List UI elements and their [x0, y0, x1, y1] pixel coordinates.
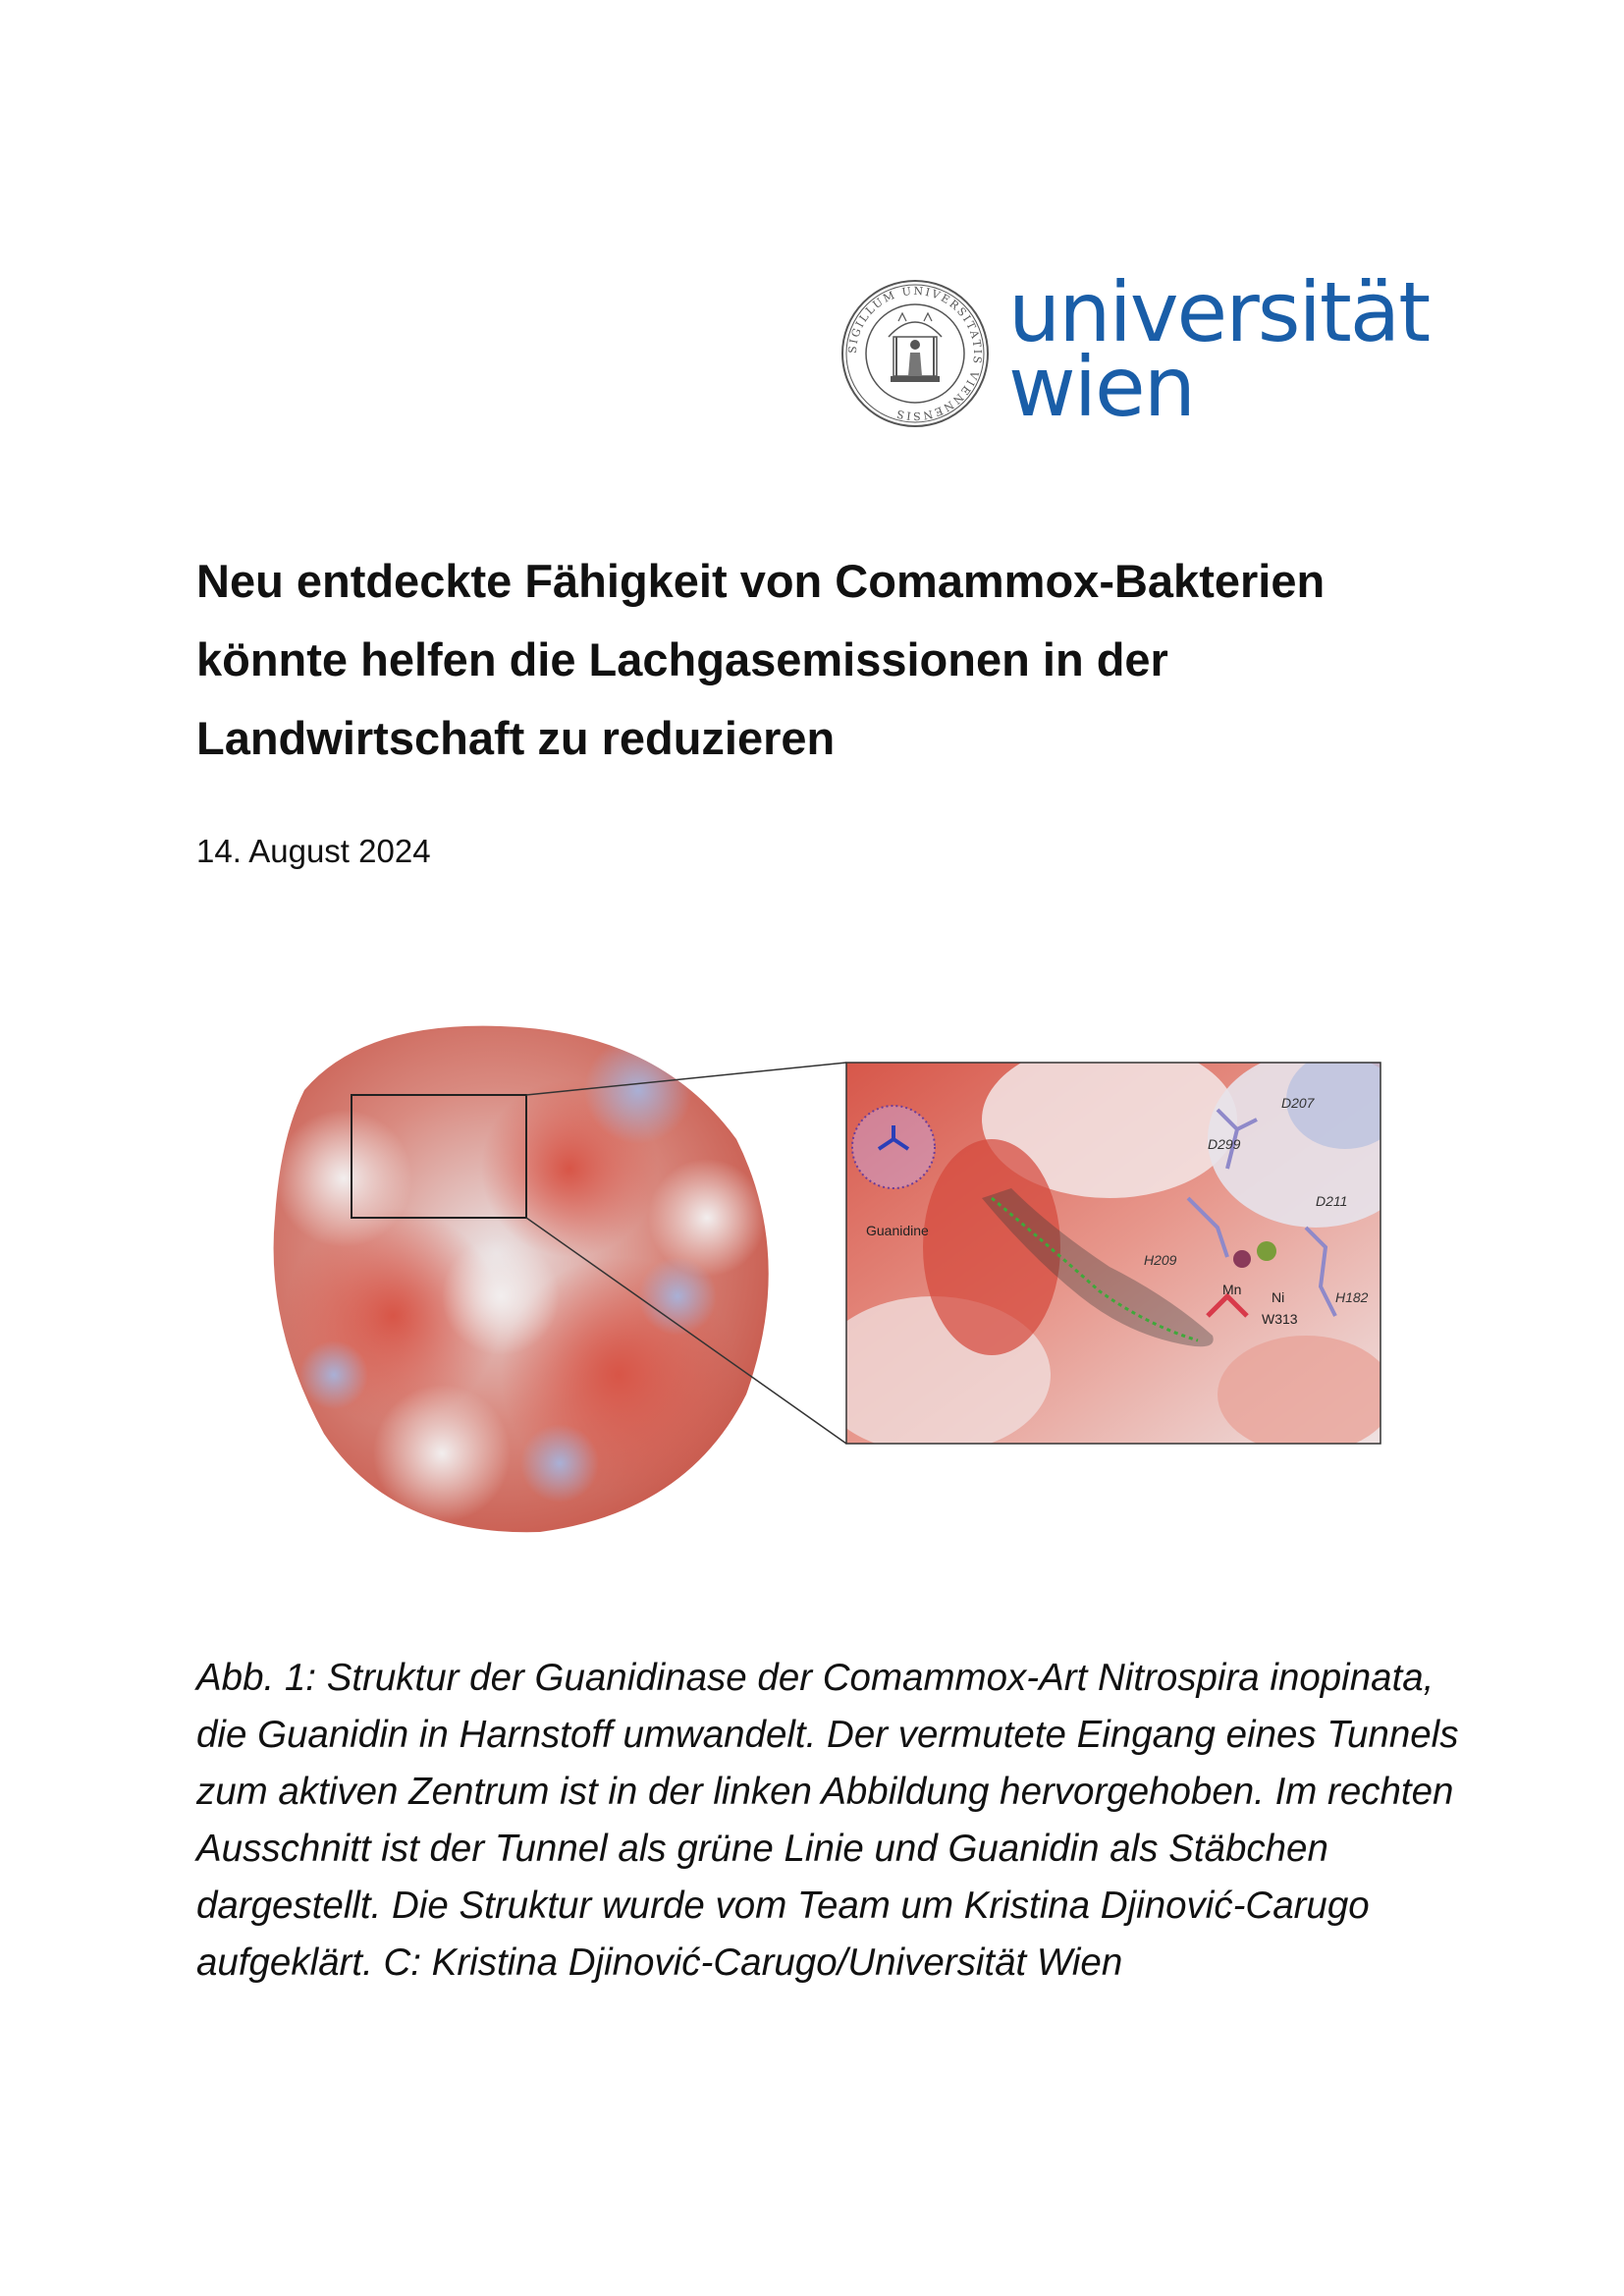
protein-structure-figure: [245, 1002, 1394, 1571]
publication-date: 14. August 2024: [196, 833, 431, 869]
protein-surface-overview: [274, 1026, 769, 1533]
university-seal-icon: [839, 278, 991, 429]
wordmark-line-1: universität: [1008, 264, 1430, 360]
label-d207: D207: [1281, 1095, 1315, 1111]
svg-text:SIGILLUM UNIVERSITATIS VIENNEN: SIGILLUM UNIVERSITATIS VIENNENSIS: [845, 284, 985, 423]
university-logo: [839, 264, 1430, 437]
label-mn: Mn: [1222, 1282, 1242, 1297]
label-guanidine: Guanidine: [866, 1223, 929, 1238]
wordmark-line-2: wien: [1008, 339, 1194, 435]
label-d211: D211: [1316, 1193, 1348, 1209]
label-h182: H182: [1335, 1289, 1369, 1305]
label-w313: W313: [1262, 1311, 1298, 1327]
label-ni: Ni: [1272, 1289, 1285, 1305]
figure-caption: Abb. 1: Struktur der Guanidinase der Comammox-Art Nitrospira inopinata, die Guanidin in Harnstoff umwandelt. Der vermutete Eingang eines Tunnels zum aktiven Zentrum ist in der linken Abbildung hervorgehoben. Im rechten Ausschnitt ist der Tunnel als grüne Linie und Guanidin als Stäbchen dargestellt. Die Struktur wurde vom Team um Kristina Djinović-Carugo aufgeklärt. C: Kristina Djinović-Carugo/Universität Wien: [196, 1657, 1459, 1984]
zoomed-active-site-view: [815, 1041, 1394, 1453]
label-d299: D299: [1208, 1136, 1241, 1152]
university-wordmark: [1008, 264, 1430, 435]
label-h209: H209: [1144, 1252, 1177, 1268]
page-title: Neu entdeckte Fähigkeit von Comammox-Bakterien könnte helfen die Lachgasemissionen in der Landwirtschaft zu reduzieren: [196, 555, 1326, 764]
